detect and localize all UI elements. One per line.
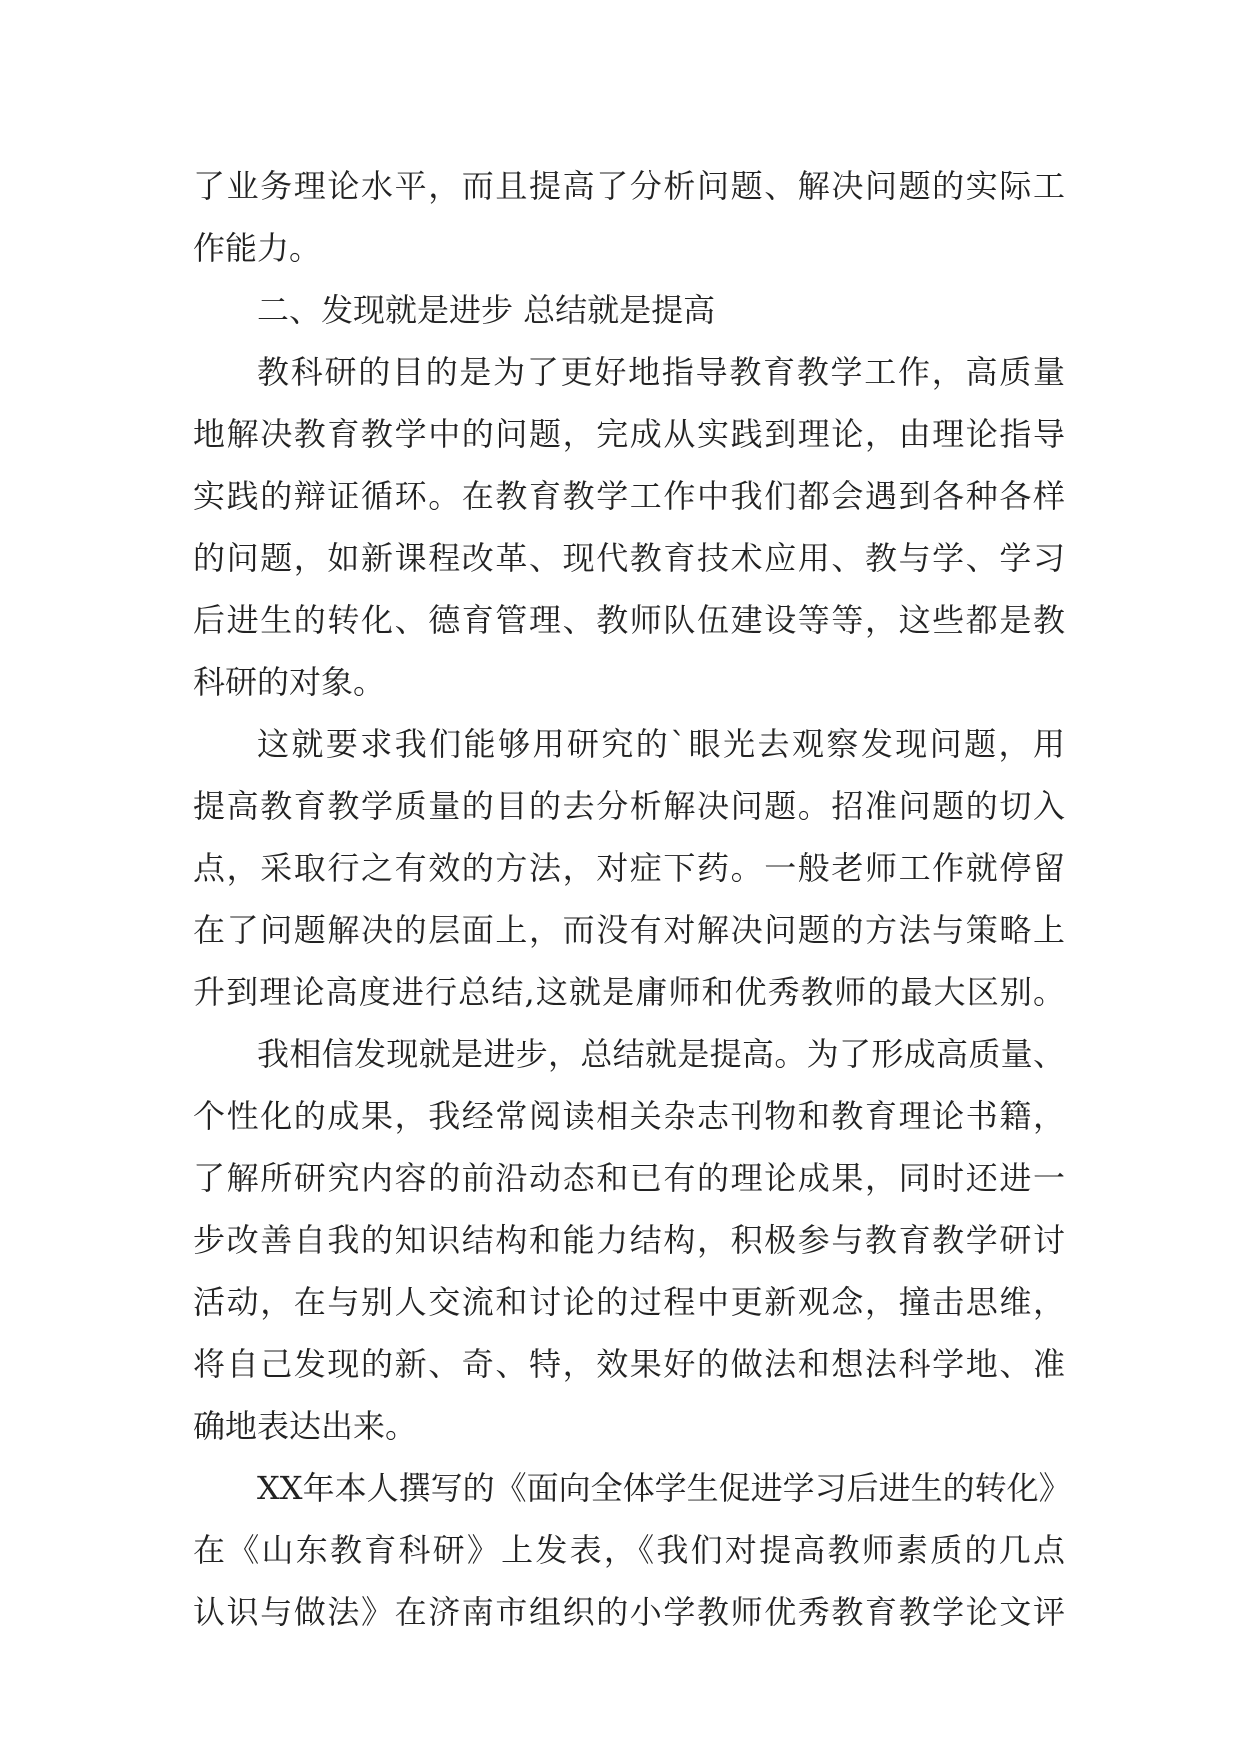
text-line: 作能力。 — [193, 229, 322, 267]
text-line: 的问题，如新课程改革、现代教育技术应用、教与学、学习 — [193, 539, 1065, 577]
text-line: 了业务理论水平，而且提高了分析问题、解决问题的实际工 — [193, 167, 1065, 205]
text-line: 个性化的成果，我经常阅读相关杂志刊物和教育理论书籍， — [193, 1097, 1065, 1135]
document-body — [193, 155, 1071, 1643]
paragraph-first-line: 我相信发现就是进步，总结就是提高。为了形成高质量、 — [257, 1035, 1065, 1073]
paragraph-first-line: XX年本人撰写的《面向全体学生促进学习后进生的转化》 — [257, 1469, 1071, 1507]
paragraph-first-line: 教科研的目的是为了更好地指导教育教学工作，高质量 — [257, 353, 1065, 391]
text-line: 地解决教育教学中的问题，完成从实践到理论，由理论指导 — [193, 415, 1065, 453]
text-line: 活动，在与别人交流和讨论的过程中更新观念，撞击思维， — [193, 1283, 1065, 1321]
text-line: 实践的辩证循环。在教育教学工作中我们都会遇到各种各样 — [193, 477, 1065, 515]
text-line: 确地表达出来。 — [193, 1407, 418, 1445]
text-line: 认识与做法》在济南市组织的小学教师优秀教育教学论文评 — [193, 1593, 1065, 1631]
text-line: 升到理论高度进行总结,这就是庸师和优秀教师的最大区别。 — [193, 973, 1065, 1011]
text-line: 点，采取行之有效的方法，对症下药。一般老师工作就停留 — [193, 849, 1065, 887]
text-line: 将自己发现的新、奇、特，效果好的做法和想法科学地、准 — [193, 1345, 1065, 1383]
text-line: 科研的对象。 — [193, 663, 386, 701]
section-heading: 二、发现就是进步 总结就是提高 — [257, 291, 716, 329]
text-line: 在《山东教育科研》上发表，《我们对提高教师素质的几点 — [193, 1531, 1065, 1569]
text-line: 步改善自我的知识结构和能力结构，积极参与教育教学研讨 — [193, 1221, 1065, 1259]
text-line: 提高教育教学质量的目的去分析解决问题。招准问题的切入 — [193, 787, 1065, 825]
text-line: 后进生的转化、德育管理、教师队伍建设等等，这些都是教 — [193, 601, 1065, 639]
paragraph-first-line: 这就要求我们能够用研究的`眼光去观察发现问题，用 — [257, 725, 1065, 763]
text-line: 在了问题解决的层面上，而没有对解决问题的方法与策略上 — [193, 911, 1065, 949]
text-line: 了解所研究内容的前沿动态和已有的理论成果，同时还进一 — [193, 1159, 1065, 1197]
